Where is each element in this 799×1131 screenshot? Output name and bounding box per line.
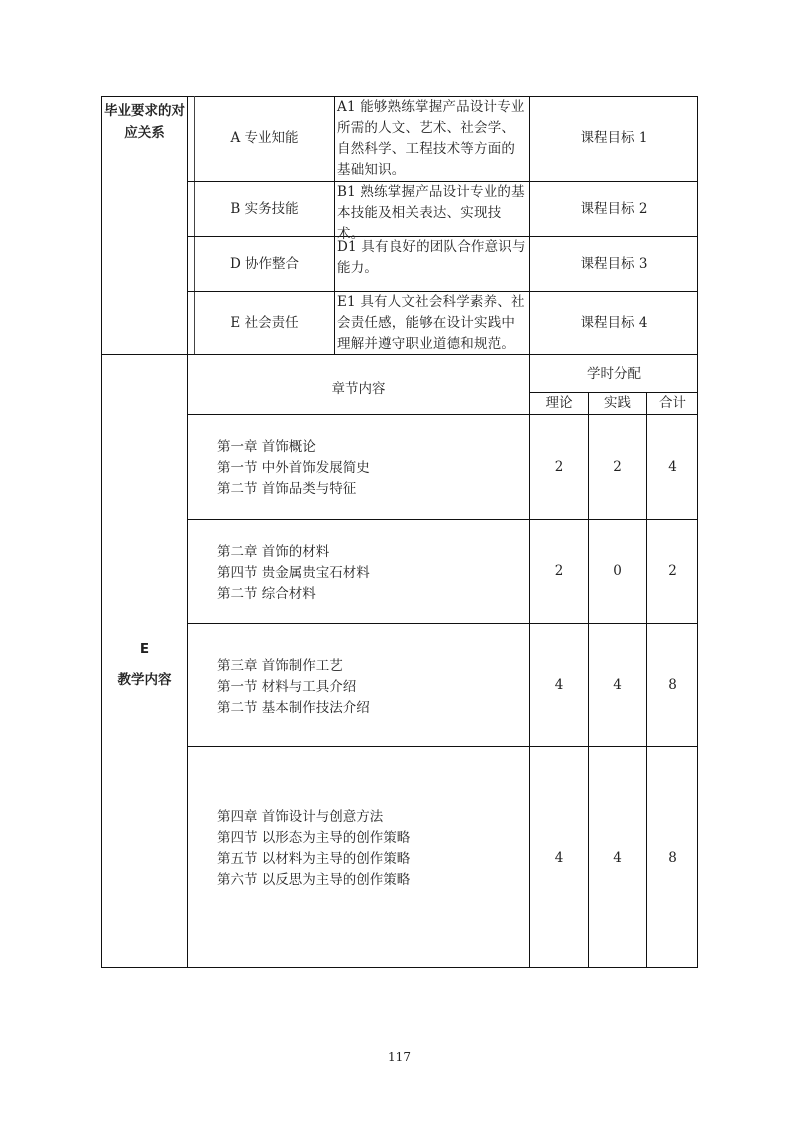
table-divider xyxy=(334,96,335,354)
requirement-desc: D1 具有良好的团队合作意识与能力。 xyxy=(337,239,526,276)
chapter-content xyxy=(217,542,517,605)
table-divider xyxy=(187,96,188,968)
requirement-desc: A1 能够熟练掌握产品设计专业所需的人文、艺术、社会学、自然科学、工程技术等方面的基础知识。 xyxy=(337,99,525,178)
chapter-line: 第一节 材料与工具介绍 xyxy=(217,679,357,695)
theory-hours: 4 xyxy=(554,850,564,866)
chapter-line: 第二节 基本制作技法介绍 xyxy=(217,700,370,716)
section1-header: 毕业要求的对应关系 xyxy=(104,103,185,141)
total-column-header: 合计 xyxy=(659,395,686,411)
theory-hours: 2 xyxy=(554,459,564,475)
practice-column-header: 实践 xyxy=(604,395,631,411)
ability-label: E 社会责任 xyxy=(230,315,299,331)
ability-label: B 实务技能 xyxy=(230,201,299,217)
chapter-line: 第二节 首饰品类与特征 xyxy=(217,481,357,497)
chapter-line: 第三章 首饰制作工艺 xyxy=(217,658,343,674)
chapter-column-header: 章节内容 xyxy=(331,381,386,397)
theory-hours: 2 xyxy=(554,563,564,579)
ability-label: D 协作整合 xyxy=(229,256,300,272)
course-goal: 课程目标 2 xyxy=(580,201,648,217)
course-goal: 课程目标 3 xyxy=(580,256,648,272)
hours-column-header: 学时分配 xyxy=(587,366,641,382)
ability-label: A 专业知能 xyxy=(230,130,299,146)
table-divider xyxy=(187,746,698,747)
chapter-content xyxy=(217,656,517,719)
table-divider xyxy=(187,414,698,415)
course-goal: 课程目标 1 xyxy=(580,130,648,146)
chapter-line: 第二节 综合材料 xyxy=(217,586,316,602)
total-hours: 8 xyxy=(668,850,677,866)
chapter-line: 第五节 以材料为主导的创作策略 xyxy=(217,851,411,867)
total-hours: 4 xyxy=(668,459,677,475)
course-goal: 课程目标 4 xyxy=(580,315,648,331)
chapter-line: 第六节 以反思为主导的创作策略 xyxy=(217,872,411,888)
theory-column-header: 理论 xyxy=(545,395,573,411)
chapter-line: 第四节 以形态为主导的创作策略 xyxy=(217,830,411,846)
practice-hours: 0 xyxy=(613,563,622,579)
chapter-content xyxy=(217,437,517,500)
chapter-line: 第四节 贵金属贵宝石材料 xyxy=(217,565,370,581)
requirement-desc: E1 具有人文社会科学素养、社会责任感，能够在设计实践中理解并遵守职业道德和规范。 xyxy=(337,294,525,352)
practice-hours: 4 xyxy=(613,850,622,866)
chapter-line: 第一章 首饰概论 xyxy=(217,439,316,455)
total-hours: 2 xyxy=(668,563,677,579)
requirement-desc: B1 熟练掌握产品设计专业的基本技能及相关表达、实现技术。 xyxy=(337,184,525,242)
total-hours: 8 xyxy=(668,677,677,693)
section2-letter: E xyxy=(139,641,150,657)
table-divider xyxy=(187,623,698,624)
practice-hours: 2 xyxy=(613,459,622,475)
page-number: 117 xyxy=(388,1050,411,1064)
theory-hours: 4 xyxy=(554,677,564,693)
practice-hours: 4 xyxy=(613,677,622,693)
chapter-content xyxy=(217,807,517,891)
chapter-line: 第二章 首饰的材料 xyxy=(217,544,330,560)
table-divider xyxy=(187,519,698,520)
section2-header: 教学内容 xyxy=(117,672,172,688)
table-divider xyxy=(529,354,530,968)
chapter-line: 第一节 中外首饰发展简史 xyxy=(217,460,370,476)
chapter-line: 第四章 首饰设计与创意方法 xyxy=(217,809,384,825)
